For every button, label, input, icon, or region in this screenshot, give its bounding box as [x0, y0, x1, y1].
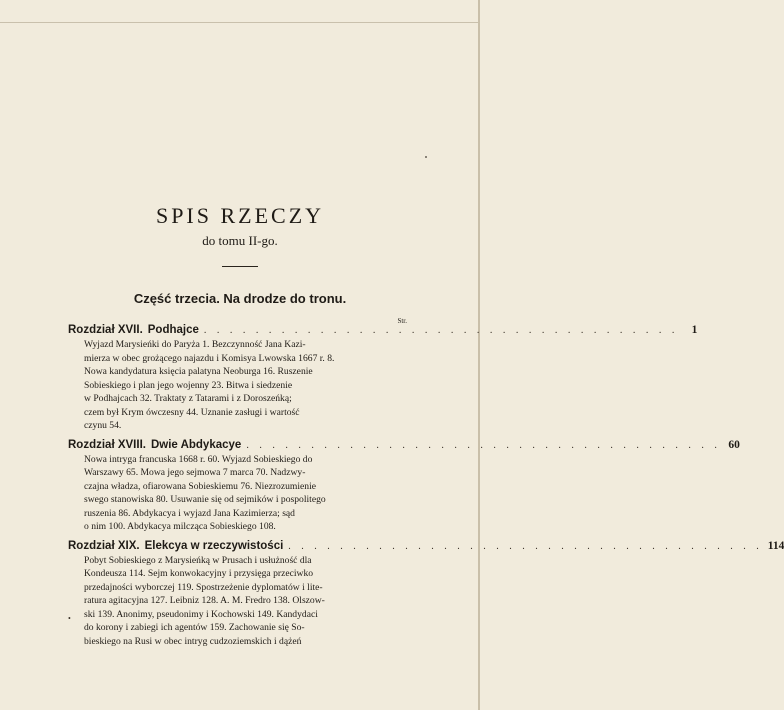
- summary-line: ski 139. Anonimy, pseudonimy i Kochowski 149. Kandydaci: [84, 608, 318, 620]
- summary-line: czem był Krym ówczesny 44. Uznanie zasługi i wartość: [84, 406, 300, 418]
- summary-line: ratura agitacyjna 127. Leibniz 128. A. M. Fredro 138. Olszow-: [84, 595, 325, 606]
- chapter-title: Podhajce: [147, 324, 199, 336]
- summary-line: Pobyt Sobieskiego z Marysieńką w Prusach i usłużność dla: [84, 554, 312, 566]
- summary-line: mierza w obec grożącego najazdu i Komisya Lwowska 1667 r. 8.: [84, 352, 335, 364]
- summary-line: czajna władza, ofiarowana Sobieskiemu 76. Niezrozumienie: [84, 480, 317, 492]
- summary-line: Wyjazd Marysieńki do Paryża 1. Bezczynność Jana Kazi-: [84, 339, 306, 350]
- chapter-summary: [84, 338, 394, 433]
- summary-line: przedajności wyborczej 119. Spostrzeżenie dyplomatów i lite-: [84, 581, 323, 593]
- chapter-summary: [84, 554, 394, 649]
- page-top-shadow: [0, 22, 480, 23]
- chapter-label: Rozdział XIX.: [68, 539, 140, 552]
- chapter-title: Dwie Abdykacye: [150, 438, 242, 451]
- chapter-label: Rozdział XVII.: [68, 324, 143, 336]
- summary-line: o nim 100. Abdykacya milcząca Sobieskiego 108.: [84, 521, 276, 532]
- summary-line: w Podhajcach 32. Traktaty z Tatarami i z Doroszeńką;: [84, 393, 292, 404]
- leader-dots: . . . . . . . . . . . . . . . . . . . . . . . . . . . . . . . . . . . . .: [246, 439, 721, 451]
- chapter-page-number: 114: [767, 539, 784, 552]
- chapter-heading-line: [68, 538, 784, 554]
- page-edge: [478, 0, 480, 710]
- page-column-label: Str.: [397, 317, 407, 325]
- title-divider: [222, 266, 258, 267]
- chapter-page-number: 1: [691, 324, 698, 336]
- summary-line: do korony i zabiegi ich agentów 159. Zachowanie się So-: [84, 622, 305, 633]
- leader-dots: . . . . . . . . . . . . . . . . . . . . . . . . . . . . . . . . . . . . .: [288, 540, 763, 552]
- summary-line: swego stanowiska 80. Usuwanie się od sejmików i pospolitego: [84, 494, 326, 505]
- chapter-label: Rozdział XVIII.: [68, 438, 146, 451]
- chapter-entry: [68, 322, 698, 433]
- chapter-title: Elekcya w rzeczywistości: [144, 539, 284, 552]
- margin-bullet: •: [68, 614, 71, 623]
- chapter-heading-line: [68, 322, 698, 338]
- chapter-heading-line: [68, 437, 740, 453]
- summary-line: Warszawy 65. Mowa jego sejmowa 7 marca 70. Nadzwy-: [84, 467, 306, 478]
- summary-line: ruszenia 86. Abdykacya i wyjazd Jana Kazimierza; sąd: [84, 507, 295, 519]
- page-subtitle: do tomu II-go.: [202, 233, 278, 248]
- paper-speck: [425, 156, 427, 158]
- table-of-contents: [68, 322, 784, 652]
- chapter-summary: [84, 453, 394, 534]
- summary-line: Kondeusza 114. Sejm konwokacyjny i przysięga przeciwko: [84, 568, 314, 579]
- summary-line: czynu 54.: [84, 420, 122, 431]
- summary-line: Nowa kandydatura księcia palatyna Neoburga 16. Ruszenie: [84, 366, 313, 377]
- leader-dots: . . . . . . . . . . . . . . . . . . . . . . . . . . . . . . . . . . . . .: [203, 325, 679, 336]
- chapter-page-number: 60: [728, 438, 740, 451]
- summary-line: Sobieskiego i plan jego wojenny 23. Bitwa i siedzenie: [84, 379, 293, 391]
- summary-line: Nowa intryga francuska 1668 r. 60. Wyjazd Sobieskiego do: [84, 453, 313, 465]
- chapter-entry: [68, 538, 784, 649]
- summary-line: bieskiego na Rusi w obec intryg cudzoziemskich i dążeń: [84, 635, 302, 647]
- chapter-entry: [68, 437, 740, 534]
- part-heading: Część trzecia. Na drodze do tronu.: [133, 291, 347, 306]
- page-title: SPIS RZECZY: [155, 203, 325, 228]
